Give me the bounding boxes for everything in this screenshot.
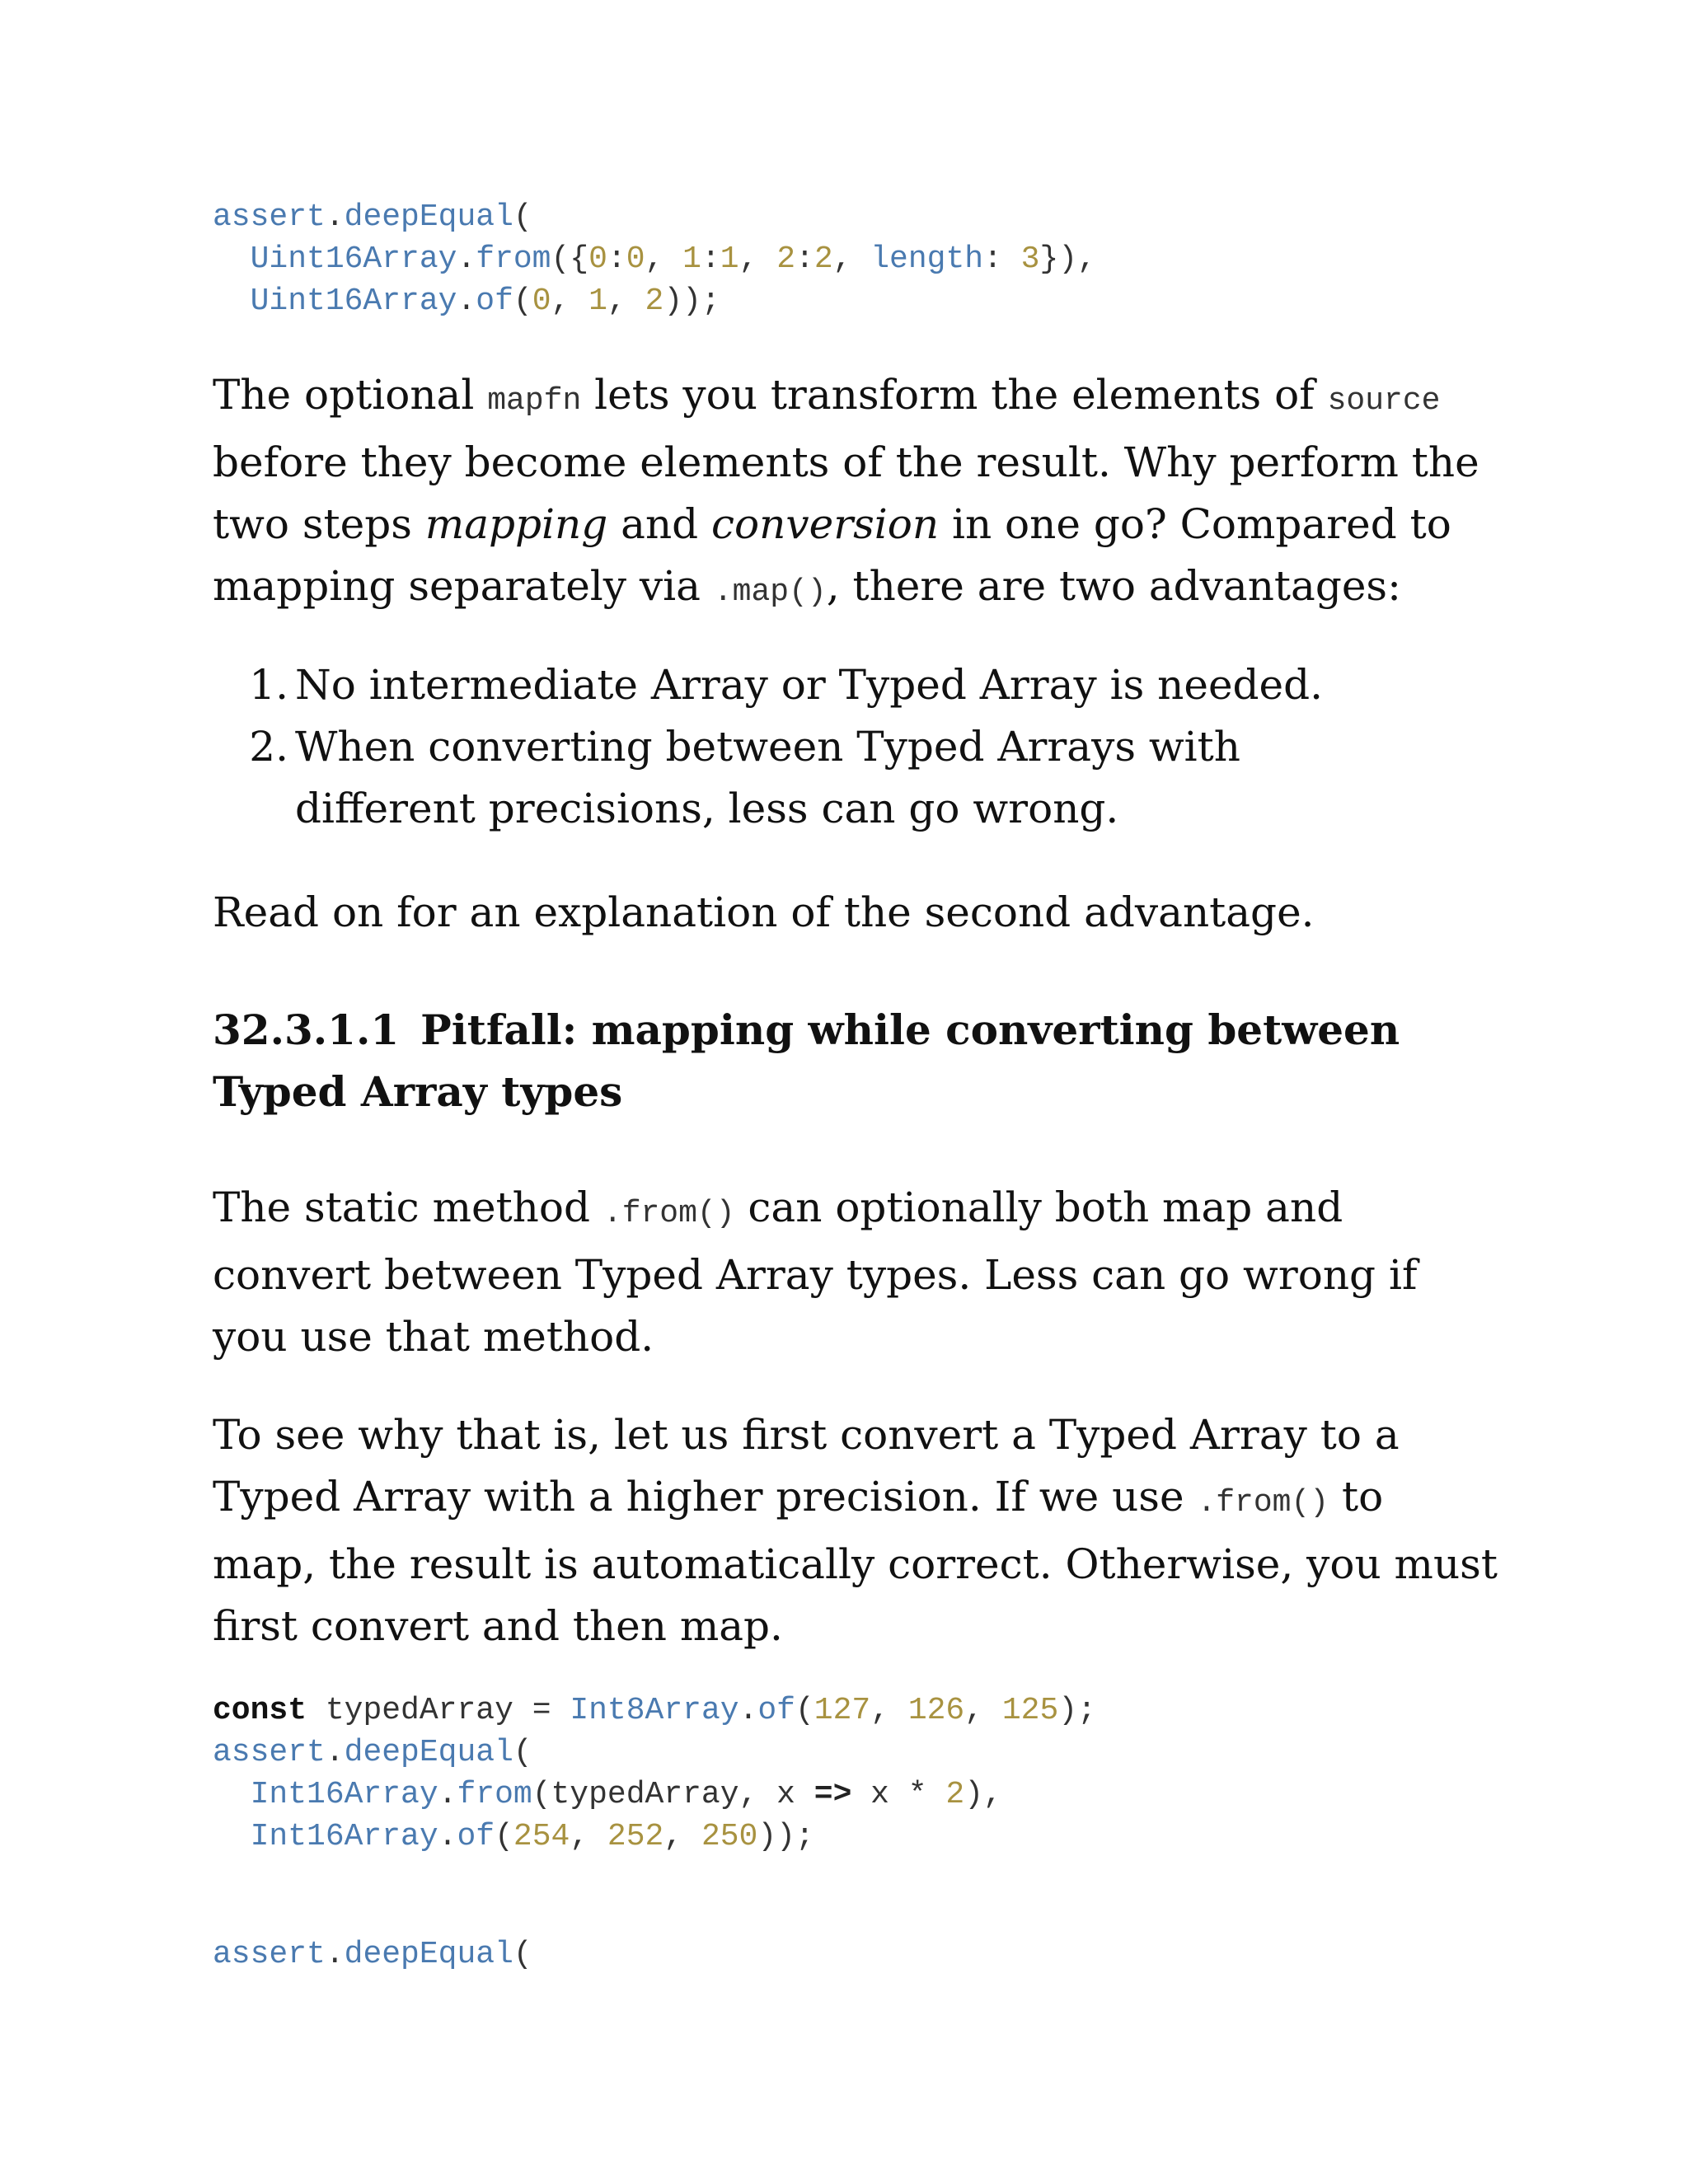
code-token: assert: [213, 1937, 326, 1972]
code-token: 127: [814, 1693, 871, 1728]
code-token: 0: [532, 284, 551, 319]
code-token: (: [495, 1819, 513, 1854]
code-token: 254: [513, 1819, 570, 1854]
code-token: Int8Array: [570, 1693, 739, 1728]
code-indent: [213, 241, 251, 277]
section-heading: [213, 999, 1498, 1122]
code-token: ));: [663, 284, 720, 319]
code-token: of: [757, 1693, 795, 1728]
code-indent: [213, 284, 251, 319]
code-token: of: [457, 1819, 495, 1854]
text-run: The optional: [213, 371, 488, 419]
code-token: ,: [964, 1693, 1002, 1728]
code-token: ));: [757, 1819, 814, 1854]
code-block-int8: [213, 1690, 1096, 1858]
code-token: ,: [870, 1693, 908, 1728]
code-token: .: [457, 284, 476, 319]
paragraph-static-method: [213, 1177, 1498, 1368]
code-token: length: [870, 241, 984, 277]
text-run: and: [607, 500, 712, 548]
code-line: [213, 284, 720, 319]
code-token: ,: [663, 1819, 701, 1854]
text-run: To see why that is, let us first convert a Typed Array to a Typed Array with a higher precision. If we use: [213, 1411, 1400, 1521]
code-token: ,: [570, 1819, 607, 1854]
code-token: 250: [701, 1819, 758, 1854]
code-token: :: [701, 241, 720, 277]
code-token: Int16Array: [250, 1819, 438, 1854]
code-token: 125: [1001, 1693, 1059, 1728]
code-token: [307, 1693, 326, 1728]
code-line: [213, 1819, 814, 1854]
code-token: const: [213, 1693, 307, 1728]
code-token: 1: [588, 284, 607, 319]
code-block-assert: [213, 1933, 532, 1975]
code-token: (: [513, 1937, 532, 1972]
code-token: typedArray, x: [551, 1777, 814, 1812]
code-token: Uint16Array: [250, 284, 457, 319]
code-token: Uint16Array: [250, 241, 457, 277]
code-token: .: [438, 1777, 457, 1812]
code-token: from: [476, 241, 551, 277]
code-token: 3: [1020, 241, 1040, 277]
code-line: [213, 1777, 1002, 1812]
list-number: 1.: [249, 661, 288, 709]
code-token: 1: [720, 241, 739, 277]
code-token: ),: [964, 1777, 1002, 1812]
text-run: can optionally both map and convert between Typed Array types. Less can go wrong if you use that method.: [213, 1183, 1418, 1361]
code-token: ,: [832, 241, 871, 277]
code-token: ,: [645, 241, 683, 277]
code-indent: [213, 1819, 251, 1854]
inline-code: .map(): [713, 574, 827, 610]
text-run: lets you transform the elements of: [581, 371, 1328, 419]
code-block-uint16: [213, 196, 1096, 322]
code-token: =>: [814, 1777, 852, 1812]
code-line: [213, 1693, 1096, 1728]
code-token: deepEqual: [344, 1735, 513, 1770]
code-token: of: [476, 284, 513, 319]
inline-code: source: [1327, 383, 1441, 419]
inline-code: mapfn: [487, 383, 582, 419]
section-title: Pitfall: mapping while converting between Typed Array types: [213, 1005, 1400, 1116]
code-token: 126: [907, 1693, 965, 1728]
code-token: =: [513, 1693, 570, 1728]
paragraph-mapfn: [213, 364, 1498, 623]
code-token: }),: [1039, 241, 1096, 277]
code-line: [213, 1735, 532, 1770]
text-run: , there are two advantages:: [826, 562, 1401, 610]
code-token: ,: [738, 241, 777, 277]
code-token: 252: [607, 1819, 664, 1854]
code-token: :: [983, 241, 1021, 277]
code-token: .: [325, 199, 345, 235]
inline-code: .from(): [1197, 1485, 1329, 1521]
list-item: [213, 716, 1334, 840]
text-run: The static method: [213, 1183, 603, 1231]
code-token: 0: [626, 241, 645, 277]
code-token: deepEqual: [344, 199, 513, 235]
list-number: 2.: [249, 723, 288, 771]
code-token: :: [607, 241, 626, 277]
advantages-list: [213, 654, 1334, 840]
code-token: ({: [551, 241, 589, 277]
list-text: No intermediate Array or Typed Array is needed.: [295, 661, 1324, 709]
code-token: (: [513, 284, 532, 319]
code-line: [213, 1937, 532, 1972]
code-token: );: [1058, 1693, 1096, 1728]
emphasis: conversion: [711, 500, 940, 548]
paragraph-read-on: Read on for an explanation of the second advantage.: [213, 888, 1315, 936]
code-line: [213, 241, 1096, 277]
code-token: .: [325, 1937, 345, 1972]
code-token: 2: [645, 284, 664, 319]
code-token: from: [457, 1777, 532, 1812]
code-token: typedArray: [325, 1693, 513, 1728]
code-token: x *: [851, 1777, 946, 1812]
code-token: assert: [213, 199, 326, 235]
code-token: (: [513, 1735, 532, 1770]
code-token: Int16Array: [250, 1777, 438, 1812]
list-item: [213, 654, 1334, 716]
code-token: 2: [945, 1777, 965, 1812]
code-token: .: [438, 1819, 457, 1854]
code-token: 2: [776, 241, 795, 277]
code-token: .: [325, 1735, 345, 1770]
code-line: [213, 199, 532, 235]
code-token: (: [513, 199, 532, 235]
code-token: (: [795, 1693, 814, 1728]
code-token: .: [457, 241, 476, 277]
code-token: (: [532, 1777, 551, 1812]
code-token: ,: [607, 284, 645, 319]
code-indent: [213, 1777, 251, 1812]
code-token: deepEqual: [344, 1937, 513, 1972]
code-token: 2: [814, 241, 833, 277]
text-run: before they become elements of the result. Why perform the two steps: [213, 438, 1479, 548]
code-token: :: [795, 241, 814, 277]
emphasis: mapping: [424, 500, 608, 548]
code-token: ,: [551, 284, 589, 319]
code-token: 0: [588, 241, 607, 277]
inline-code: .from(): [603, 1196, 735, 1231]
text-run: in one go? Compared to mapping separately via: [213, 500, 1451, 610]
list-text: When converting between Typed Arrays with different precisions, less can go wrong.: [295, 723, 1240, 832]
code-token: assert: [213, 1735, 326, 1770]
code-token: .: [738, 1693, 758, 1728]
paragraph-to-see: [213, 1404, 1498, 1657]
code-token: 1: [682, 241, 701, 277]
text-run: to map, the result is automatically correct. Otherwise, you must first convert and then map.: [213, 1473, 1498, 1650]
section-number: 32.3.1.1: [213, 1005, 400, 1054]
